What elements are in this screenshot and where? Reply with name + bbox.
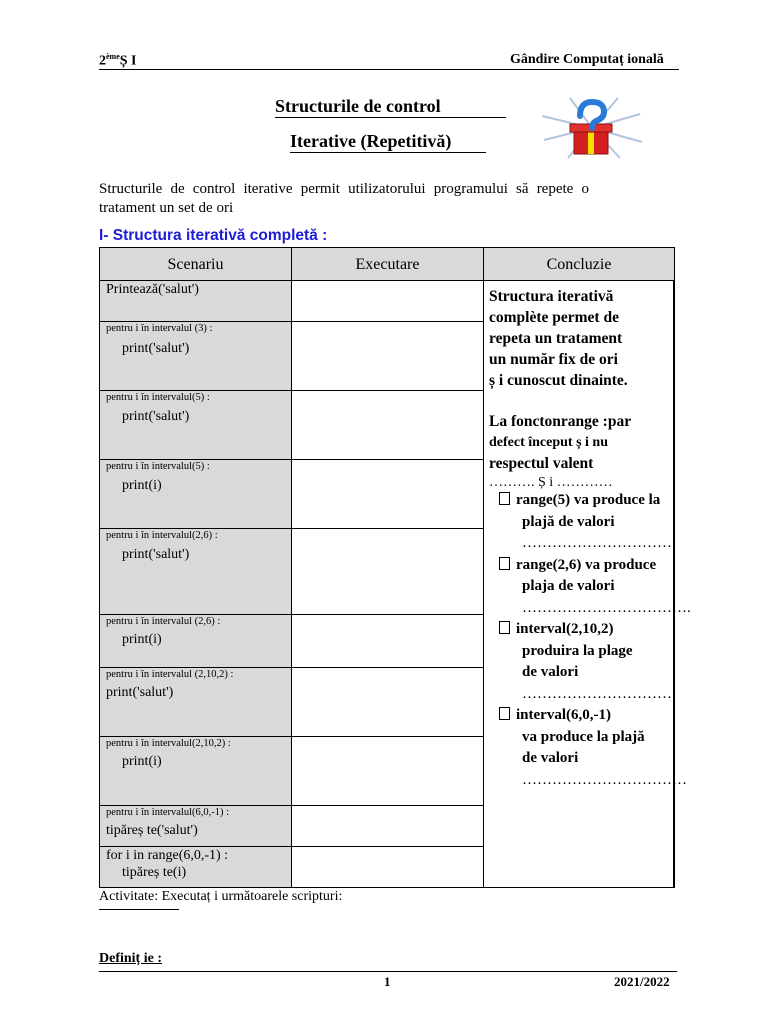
section-title: I- Structura iterativă completă : bbox=[99, 227, 328, 244]
execution-cell bbox=[291, 614, 484, 668]
table-row bbox=[99, 846, 292, 888]
list-item: range(2,6) va produce plaja de valori ……………………………. bbox=[499, 555, 729, 620]
bullet-box-icon bbox=[499, 492, 510, 505]
question-gift-illustration bbox=[540, 96, 644, 160]
table-row bbox=[99, 667, 292, 737]
execution-cell bbox=[291, 667, 484, 737]
row-code: print(i) bbox=[122, 478, 162, 493]
table-row bbox=[99, 280, 292, 322]
definition-label: Definiț ie : bbox=[99, 951, 162, 966]
row-label: pentru i în intervalul(5) : bbox=[106, 461, 210, 472]
header-rule bbox=[99, 69, 679, 70]
row-code: tipăreș te(i) bbox=[122, 865, 187, 880]
conclusion-line: defect început ș i nu bbox=[489, 435, 608, 450]
row-label: pentru i în intervalul (2,10,2) : bbox=[106, 669, 234, 680]
title-underline-1 bbox=[275, 117, 506, 118]
intro-paragraph: Structurile de control iterative permit utilizatorului programului să repete o tratament un set de ori bbox=[99, 181, 589, 216]
row-label: pentru i în intervalul (2,6) : bbox=[106, 616, 221, 627]
row-code: print('salut') bbox=[122, 341, 190, 356]
row-code: print(i) bbox=[122, 754, 162, 769]
header-concluzie: Concluzie bbox=[483, 247, 675, 281]
row-code: Printează('salut') bbox=[106, 282, 199, 297]
conclusion-text bbox=[489, 286, 685, 492]
row-label: pentru i în intervalul(2,10,2) : bbox=[106, 738, 231, 749]
page-title-line2: Iterative (Repetitivă) bbox=[290, 131, 452, 151]
list-item: interval(6,0,-1) va produce la plajă de valori …………………………… bbox=[499, 705, 729, 791]
header-subject: Gândire Computaț ională bbox=[510, 52, 664, 67]
row-code: print('salut') bbox=[122, 547, 190, 562]
row-label: pentru i în intervalul(2,6) : bbox=[106, 530, 218, 541]
table-row bbox=[99, 459, 292, 529]
row-label: for i in range(6,0,-1) : bbox=[106, 848, 229, 863]
row-label: pentru i în intervalul(6,0,-1) : bbox=[106, 807, 230, 818]
list-item: interval(2,10,2) produira la plage de valori …………………………. bbox=[499, 619, 729, 705]
table-row bbox=[99, 390, 292, 460]
execution-cell bbox=[291, 846, 484, 888]
table-row bbox=[99, 321, 292, 391]
bullet-list bbox=[499, 490, 729, 791]
table-row bbox=[99, 614, 292, 668]
row-code: tipăreș te('salut') bbox=[106, 823, 198, 838]
conclusion-dots: ………. Ș i ………… bbox=[489, 475, 613, 490]
conclusion-line: complète permet de bbox=[489, 309, 619, 326]
execution-cell bbox=[291, 390, 484, 460]
school-year: 2021/2022 bbox=[614, 974, 670, 989]
conclusion-line: un număr fix de ori bbox=[489, 351, 618, 368]
conclusion-line: respectul valent bbox=[489, 455, 594, 472]
execution-cell bbox=[291, 805, 484, 847]
activity-text: Activitate: Executaț i următoarele scripturi: bbox=[99, 889, 343, 904]
execution-cell bbox=[291, 280, 484, 322]
execution-cell bbox=[291, 321, 484, 391]
title-underline-2 bbox=[290, 152, 486, 153]
row-code: print('salut') bbox=[122, 409, 190, 424]
page-title-line1: Structurile de control bbox=[275, 96, 441, 116]
conclusion-line: ș i cunoscut dinainte. bbox=[489, 372, 628, 389]
conclusion-line: repeta un tratament bbox=[489, 330, 623, 347]
bullet-box-icon bbox=[499, 621, 510, 634]
table-row bbox=[99, 805, 292, 847]
execution-cell bbox=[291, 528, 484, 615]
header-executare: Executare bbox=[291, 247, 484, 281]
conclusion-line: Structura iterativă bbox=[489, 288, 614, 305]
page-number: 1 bbox=[384, 974, 391, 989]
footer-rule bbox=[99, 971, 677, 972]
header-scenariu: Scenariu bbox=[99, 247, 292, 281]
execution-cell bbox=[291, 459, 484, 529]
list-item: range(5) va produce la plajă de valori …………………………. bbox=[499, 490, 729, 555]
execution-cell bbox=[291, 736, 484, 806]
row-label: pentru i în intervalul(5) : bbox=[106, 392, 210, 403]
row-label: pentru i în intervalul (3) : bbox=[106, 323, 213, 334]
activity-underline bbox=[99, 909, 179, 910]
row-code: print(i) bbox=[122, 632, 162, 647]
header-class-level: 2èmeȘ I bbox=[99, 52, 137, 69]
table-row bbox=[99, 528, 292, 615]
bullet-box-icon bbox=[499, 557, 510, 570]
conclusion-line: La fonctonrange :par bbox=[489, 413, 632, 430]
row-code: print('salut') bbox=[106, 685, 174, 700]
bullet-box-icon bbox=[499, 707, 510, 720]
table-row bbox=[99, 736, 292, 806]
